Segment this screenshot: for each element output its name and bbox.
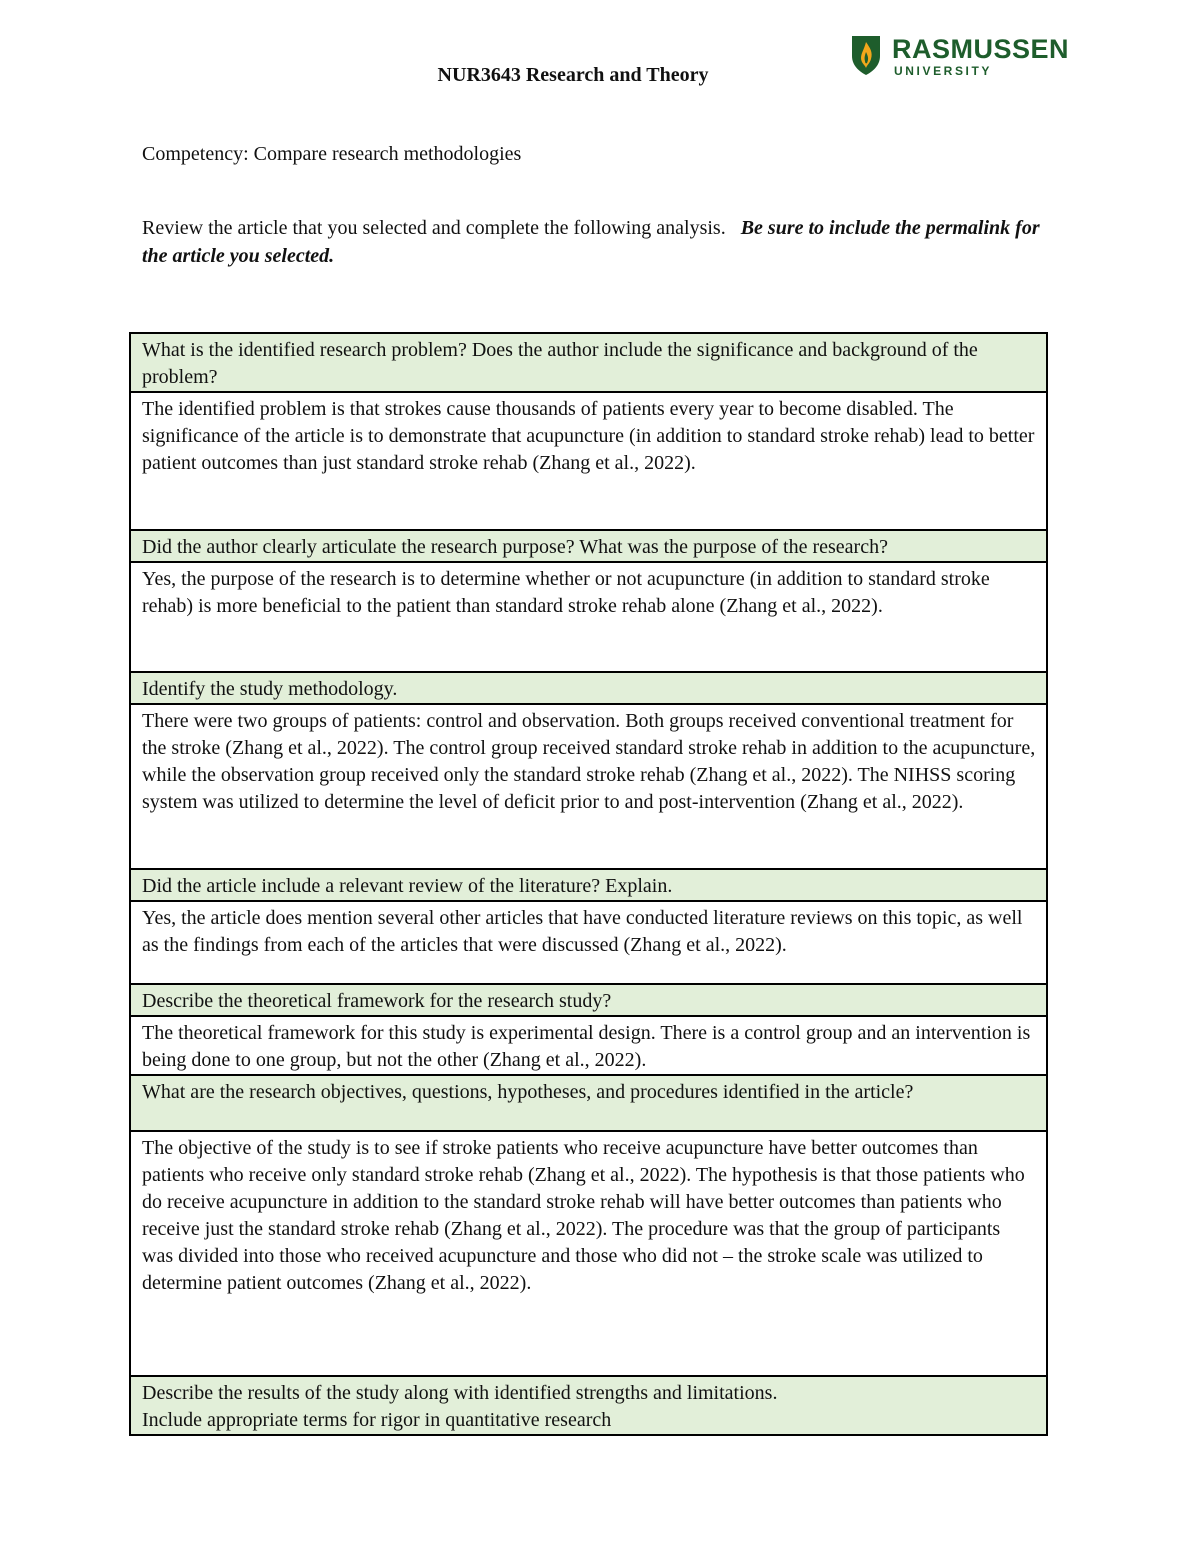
table-row [130,562,1047,672]
answer-cell[interactable]: Yes, the article does mention several other articles that have conducted literature reviews on this topic, as well as the findings from each of the articles that were discussed (Zhang et al., 2022). [130,901,1047,984]
table-row [130,392,1047,530]
question-cell: What is the identified research problem? Does the author include the significance and background of the problem? [130,333,1047,392]
question-line: Describe the results of the study along with identified strengths and limitations. [142,1382,778,1404]
instructions-text: Review the article that you selected and complete the following analysis. [142,217,726,239]
answer-cell[interactable]: The theoretical framework for this study is experimental design. There is a control group and an intervention is being done to one group, but not the other (Zhang et al., 2022). [130,1016,1047,1075]
question-line: Include appropriate terms for rigor in quantitative research [142,1409,612,1431]
competency-line: Competency: Compare research methodologies [142,143,522,165]
question-cell: What are the research objectives, questions, hypotheses, and procedures identified in the article? [130,1075,1047,1131]
answer-cell[interactable]: The objective of the study is to see if stroke patients who receive acupuncture have better outcomes than patients who receive only standard stroke rehab (Zhang et al., 2022). The hypothesis is that those patients who do receive acupuncture in addition to the standard stroke rehab will have better outcomes than patients who receive just the standard stroke rehab (Zhang et al., 2022). The procedure was that the group of participants was divided into those who received acupuncture and those who did not – the stroke scale was utilized to determine patient outcomes (Zhang et al., 2022). [130,1131,1047,1376]
table-row [130,1131,1047,1376]
answer-cell[interactable]: There were two groups of patients: control and observation. Both groups received conventional treatment for the stroke (Zhang et al., 2022). The control group received standard stroke rehab in addition to the acupuncture, while the observation group received only the standard stroke rehab (Zhang et al., 2022). The NIHSS scoring system was utilized to determine the level of deficit prior to and post-intervention (Zhang et al., 2022). [130,704,1047,869]
logo-name: RASMUSSEN [892,34,1070,64]
table-row [130,333,1047,392]
question-cell [130,1376,1047,1435]
question-cell: Did the author clearly articulate the research purpose? What was the purpose of the research? [130,530,1047,562]
table-row [130,1016,1047,1075]
table-row [130,704,1047,869]
table-row [130,1075,1047,1131]
table-row [130,1376,1047,1435]
table-row [130,530,1047,562]
table-row [130,672,1047,704]
instructions-emphasis: Be sure to include the permalink for the article you selected. [142,217,1040,267]
answer-cell[interactable]: The identified problem is that strokes cause thousands of patients every year to become disabled. The significance of the article is to demonstrate that acupuncture (in addition to standard stroke rehab) lead to better patient outcomes than just standard stroke rehab (Zhang et al., 2022). [130,392,1047,530]
analysis-table [129,332,1048,1436]
table-row [130,984,1047,1016]
table-row [130,901,1047,984]
answer-cell[interactable]: Yes, the purpose of the research is to determine whether or not acupuncture (in addition to standard stroke rehab) is more beneficial to the patient than standard stroke rehab alone (Zhang et al., 2022). [130,562,1047,672]
question-cell: Describe the theoretical framework for the research study? [130,984,1047,1016]
logo-subtitle: UNIVERSITY [894,64,993,78]
course-title: NUR3643 Research and Theory [437,64,709,86]
instructions [142,214,1042,270]
question-cell: Identify the study methodology. [130,672,1047,704]
question-cell: Did the article include a relevant review of the literature? Explain. [130,869,1047,901]
table-row [130,869,1047,901]
